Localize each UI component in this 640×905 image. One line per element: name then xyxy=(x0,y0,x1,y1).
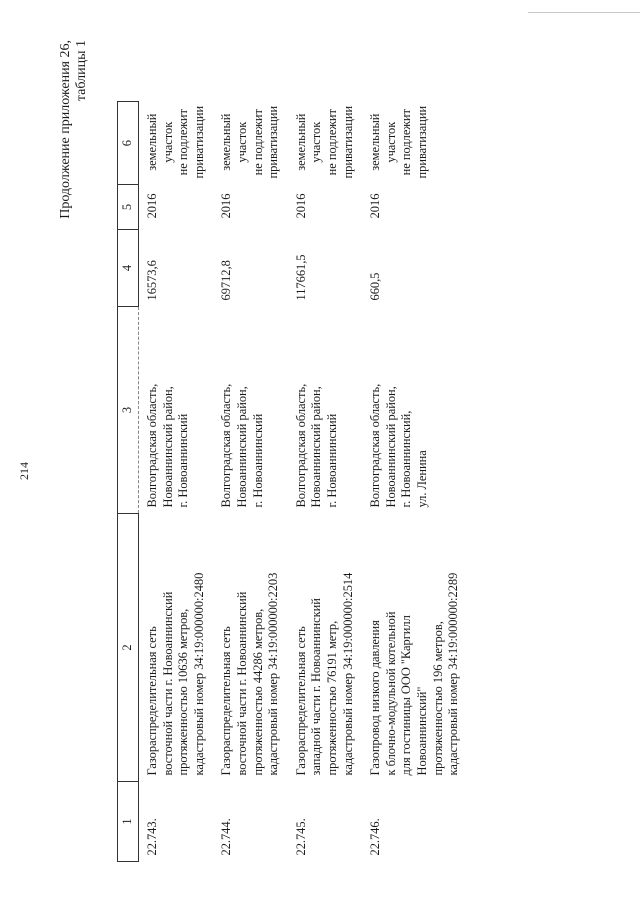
row-number-cell: 22.746. xyxy=(368,818,383,856)
object-name-line: протяженностью 196 метров, xyxy=(430,621,445,776)
row-number-cell: 22.743. xyxy=(145,818,159,856)
page-number: 214 xyxy=(17,462,31,480)
object-name-cell xyxy=(139,514,214,782)
object-name-line: к блочно-модульной котельной xyxy=(383,611,398,776)
object-address-line: Новоаннинский район, xyxy=(234,386,249,508)
row-number-cell: 22.744. xyxy=(219,818,234,856)
table-caption xyxy=(58,40,90,219)
column-header: 1 xyxy=(118,782,139,862)
object-address-line: г. Новоаннинский xyxy=(250,413,265,508)
object-year-cell: 2016 xyxy=(293,193,308,219)
column-header: 6 xyxy=(118,102,139,185)
object-note-line: приватизации xyxy=(191,105,206,179)
object-address-cell xyxy=(288,307,362,514)
object-address-line: Волгоградская область, xyxy=(368,383,383,508)
object-year-cell: 2016 xyxy=(219,193,234,219)
object-note-line: не подлежит xyxy=(176,109,191,176)
caption-line: таблицы 1 xyxy=(74,40,89,102)
object-note-line: участок xyxy=(160,121,175,163)
object-address-cell xyxy=(362,307,468,514)
object-name-cell xyxy=(288,514,362,782)
object-name-line: кадастровый номер 34:19:000000:2203 xyxy=(266,572,281,776)
object-address-line: г. Новоаннинский, xyxy=(399,410,414,508)
object-address-line: ул. Ленина xyxy=(414,450,429,508)
column-header: 5 xyxy=(118,185,139,230)
object-address-line: Волгоградская область, xyxy=(293,383,308,508)
table-row xyxy=(213,102,287,862)
table-row xyxy=(288,102,362,862)
object-name-line: Газораспределительная сеть xyxy=(219,626,234,776)
object-name-line: кадастровый номер 34:19:000000:2514 xyxy=(340,572,355,776)
object-note-line: участок xyxy=(383,121,398,163)
object-note-line: не подлежит xyxy=(399,109,414,176)
object-name-line: западной части г. Новоаннинский xyxy=(309,598,324,776)
object-name-line: Газораспределительная сеть xyxy=(293,626,308,776)
object-name-line: Газопровод низкого давления xyxy=(368,620,383,776)
object-address-line: Волгоградская область, xyxy=(145,383,159,508)
object-address-line: Волгоградская область, xyxy=(219,383,234,508)
object-note-line: земельный xyxy=(219,113,234,171)
object-name-line: восточной части г. Новоаннинский xyxy=(234,591,249,776)
object-name-line: восточной части г. Новоаннинский xyxy=(160,591,175,776)
object-address-line: Новоаннинский район, xyxy=(309,386,324,508)
object-name-line: Газораспределительная сеть xyxy=(145,626,159,776)
object-name-line: кадастровый номер 34:19:000000:2480 xyxy=(191,572,206,776)
object-note-line: земельный xyxy=(145,113,159,171)
object-note-cell xyxy=(288,102,362,185)
column-header: 3 xyxy=(118,307,139,514)
caption-line: Продолжение приложения 26, xyxy=(58,40,73,219)
row-number-cell: 22.745. xyxy=(293,818,308,856)
object-address-line: Новоаннинский район, xyxy=(160,386,175,508)
object-address-line: Новоаннинский район, xyxy=(383,386,398,508)
object-year-cell: 2016 xyxy=(368,193,383,219)
object-value-cell: 16573,6 xyxy=(145,260,159,301)
table-body xyxy=(139,102,468,862)
object-value-cell: 69712,8 xyxy=(219,260,234,301)
object-name-cell xyxy=(362,514,468,782)
object-note-line: не подлежит xyxy=(250,109,265,176)
object-name-cell xyxy=(213,514,287,782)
object-note-line: приватизации xyxy=(266,105,281,179)
object-value-cell: 660,5 xyxy=(368,272,383,301)
table-row xyxy=(362,102,468,862)
object-note-line: участок xyxy=(309,121,324,163)
table-row xyxy=(139,102,214,862)
object-name-line: Новоаннинский" xyxy=(414,686,429,776)
object-note-cell xyxy=(213,102,287,185)
object-address-line: г. Новоаннинский xyxy=(324,413,339,508)
object-value-cell: 117661,5 xyxy=(293,254,308,301)
object-note-line: не подлежит xyxy=(324,109,339,176)
object-name-line: кадастровый номер 34:19:000000:2289 xyxy=(446,572,461,776)
object-name-line: протяженностью 10636 метров, xyxy=(176,608,191,776)
object-name-line: протяженностью 44286 метров, xyxy=(250,608,265,776)
property-table xyxy=(117,101,468,862)
object-address-line: г. Новоаннинский xyxy=(176,413,191,508)
object-note-line: приватизации xyxy=(414,105,429,179)
object-note-line: земельный xyxy=(293,113,308,171)
object-name-line: для гостиницы ООО "Каргилл xyxy=(399,615,414,776)
object-note-line: приватизации xyxy=(340,105,355,179)
object-address-cell xyxy=(139,307,214,514)
object-name-line: протяженностью 76191 метр, xyxy=(324,620,339,776)
column-header: 2 xyxy=(118,514,139,782)
column-header: 4 xyxy=(118,230,139,307)
object-year-cell: 2016 xyxy=(145,193,159,219)
object-note-line: участок xyxy=(234,121,249,163)
object-note-cell xyxy=(139,102,214,185)
object-address-cell xyxy=(213,307,287,514)
table-header-row xyxy=(118,102,139,862)
object-note-line: земельный xyxy=(368,113,383,171)
object-note-cell xyxy=(362,102,468,185)
